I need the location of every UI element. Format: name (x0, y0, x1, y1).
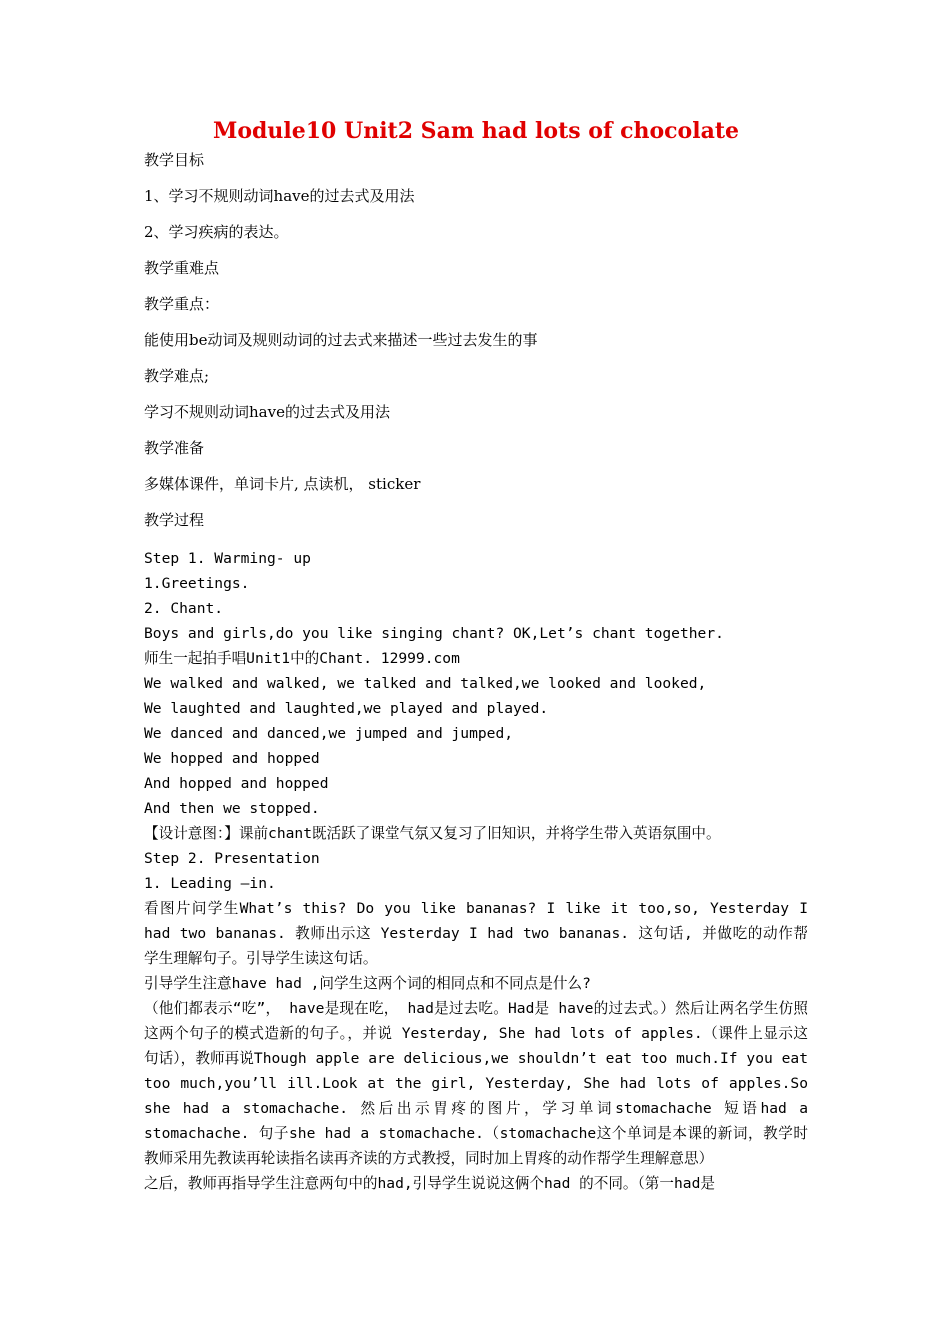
paragraph: 引导学生注意have had ,问学生这两个词的相同点和不同点是什么? (144, 975, 591, 992)
body-line: 1. Leading –in. (144, 875, 276, 892)
heading-key-difficult-points: 教学重难点 (144, 259, 220, 277)
paragraph: 看图片问学生What’s this? Do you like bananas? I like it too,so, Yesterday I had two bananas. 教师出示这 Yesterday I had two bananas. 这句话, 并做吃的动作帮学生理解句子。引导学生读这句话。 (144, 900, 808, 967)
body-line: 1.Greetings. (144, 575, 250, 592)
heading-preparation: 教学准备 (144, 439, 205, 457)
step-2-heading: Step 2. Presentation (144, 850, 320, 867)
document-title: Module10 Unit2 Sam had lots of chocolate (212, 118, 739, 144)
chant-line: We hopped and hopped (144, 750, 320, 767)
key-point-text: 能使用be动词及规则动词的过去式来描述一些过去发生的事 (144, 331, 538, 349)
objective-2: 2、学习疾病的表达。 (144, 223, 289, 241)
chant-line: And then we stopped. (144, 800, 320, 817)
paragraph: （他们都表示“吃”， have是现在吃， had是过去吃。Had是 have的过去式。）然后让两名学生仿照这两个句子的模式造新的句子。，并说 Yesterday, She had lots of apples.（课件上显示这句话），教师再说Though apple are delicious,we shouldn’t eat too much.If you eat too much,you’ll ill.Look at the girl, Yesterday, She had lots of apples.So she had a stomachache. 然后出示胃疼的图片，学习单词stomachache 短语had a stomachache. 句子she had a stomachache.（stomachache这个单词是本课的新词，教学时教师采用先教读再轮读指名读再齐读的方式教授，同时加上胃疼的动作帮学生理解意思） (144, 1000, 808, 1167)
body-line: 2. Chant. (144, 600, 224, 617)
chant-line: We walked and walked, we talked and talked,we looked and looked, (144, 675, 707, 692)
chant-line: We laughted and laughted,we played and played. (144, 700, 549, 717)
chant-line: And hopped and hopped (144, 775, 329, 792)
procedure-body (144, 546, 808, 1196)
design-intent-note: 【设计意图：】课前chant既活跃了课堂气氛又复习了旧知识，并将学生带入英语氛围中。 (144, 825, 721, 842)
chant-line: We danced and danced,we jumped and jumped, (144, 725, 514, 742)
heading-objectives: 教学目标 (144, 151, 205, 169)
heading-procedure: 教学过程 (144, 511, 205, 529)
heading-difficult-points: 教学难点; (144, 367, 210, 385)
step-1-heading: Step 1. Warming- up (144, 550, 311, 567)
objective-1: 1、学习不规则动词have的过去式及用法 (144, 187, 415, 205)
heading-key-points: 教学重点： (144, 295, 220, 313)
difficult-point-text: 学习不规则动词have的过去式及用法 (144, 403, 390, 421)
body-line: 师生一起拍手唱Unit1中的Chant. 12999.com (144, 650, 460, 667)
body-line: Boys and girls,do you like singing chant? OK,Let’s chant together. (144, 625, 724, 642)
document-page (144, 118, 808, 1196)
paragraph: 之后，教师再指导学生注意两句中的had,引导学生说说这俩个had 的不同。（第一had是 (144, 1175, 715, 1192)
preparation-text: 多媒体课件，单词卡片, 点读机， sticker (144, 475, 421, 493)
